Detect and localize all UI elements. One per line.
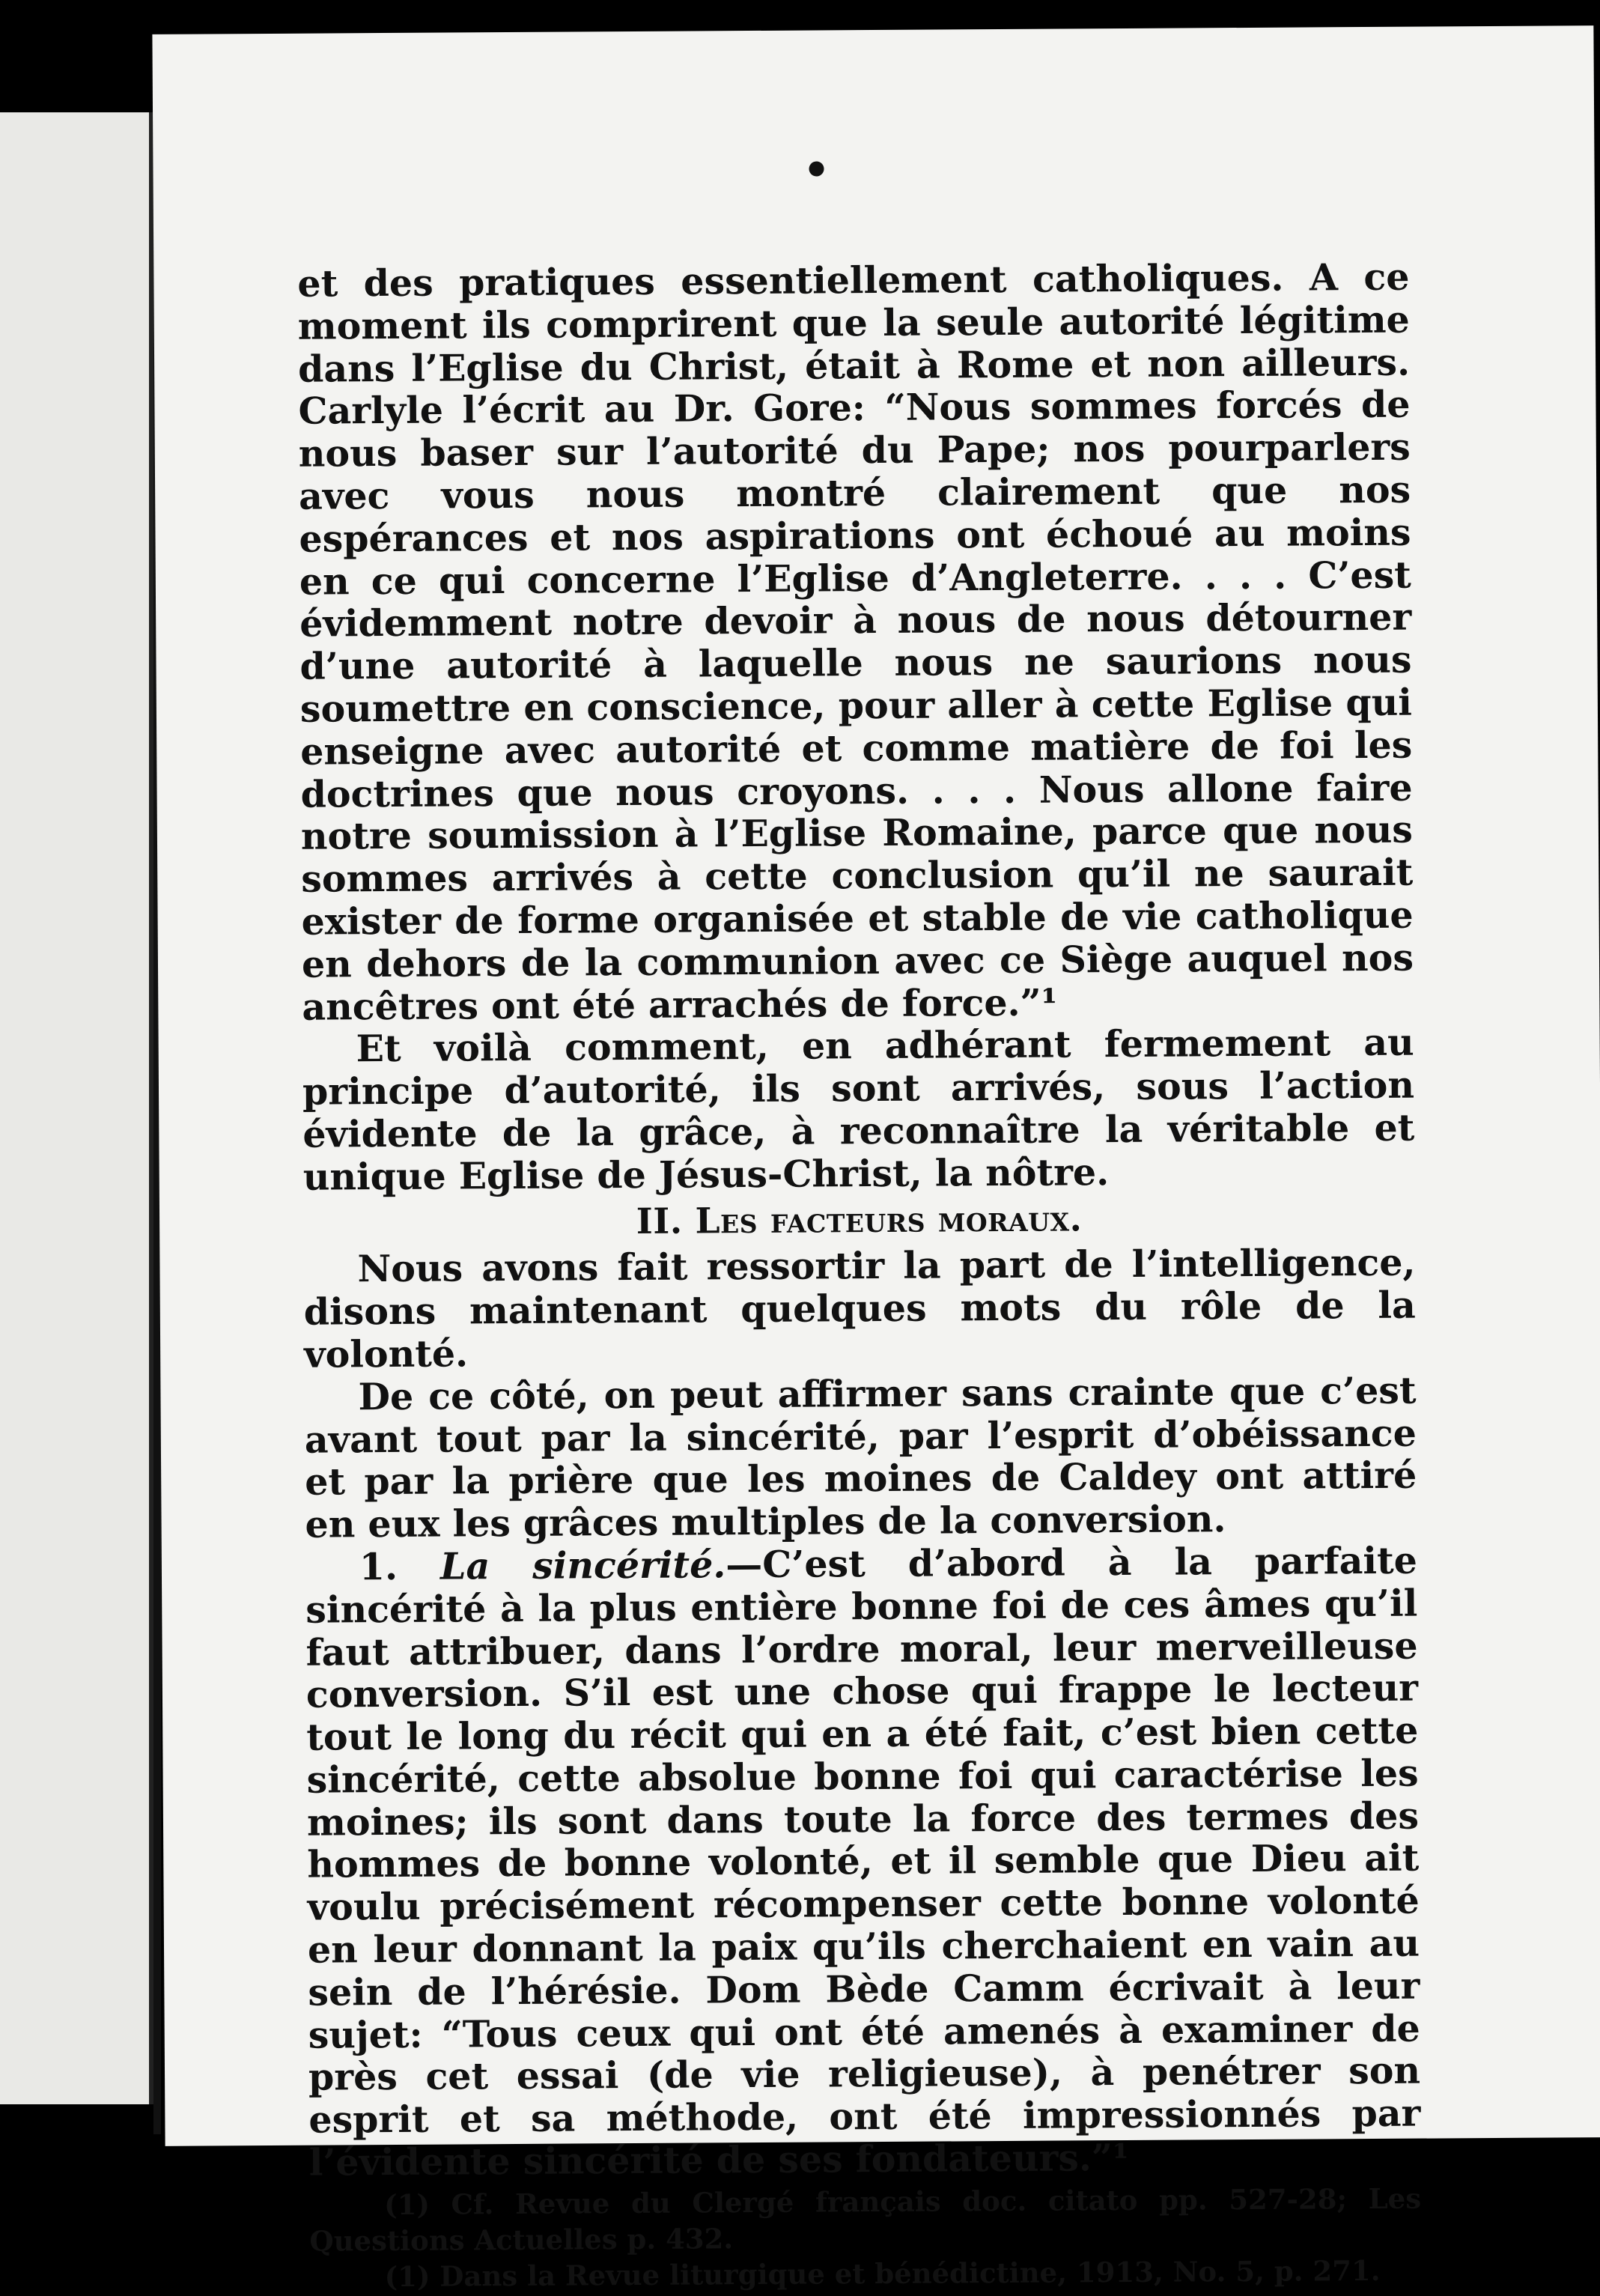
facing-page-edge xyxy=(0,112,153,2104)
page-mark xyxy=(809,161,824,176)
paragraph-conclusion: Et voilà comment, en adhérant fermement au principe d’autorité, ils sont arrivés, sous l’action évidente de la grâce, à reconnaître la véritable et unique Eglise de Jésus-Christ, la nôtre. xyxy=(302,1020,1415,1199)
paragraph-sincerity xyxy=(305,1540,1421,2184)
footnote: (1) Dans la Revue liturgique et bénédictine, 1913, No. 5, p. 271. xyxy=(384,2253,1381,2293)
paragraph-continued: et des pratiques essentiellement catholiques. A ce moment ils comprirent que la seule autorité légitime dans l’Eglise du Christ, était à Rome et non ailleurs. Carlyle l’écrit au Dr. Gore: “Nous sommes forcés de nous baser sur l’autorité du Pape; nos pourparlers avec vous nous montré clairement que nos espérances et nos aspirations ont échoué au moins en ce qui concerne l’Eglise d’Angleterre. . . . C’est évidemment notre devoir à nous de nous détourner d’une autorité à laquelle nous ne saurions nous soumettre en conscience, pour aller à cette Eglise qui enseigne avec autorité et comme matière de foi les doctrines que nous croyons. . . . Nous allone faire notre soumission à l’Eglise Romaine, parce que nous sommes arrivés à cette conclusion qu’il ne saurait exister de forme organisée et stable de vie catholique en dehors de la communion avec ce Siège auquel nos ancêtres ont été arrachés de force.”¹ xyxy=(297,255,1414,1029)
page-text xyxy=(297,256,1422,2295)
item-body: —C’est d’abord à la parfaite sincérité à la plus entière bonne foi de ces âmes qu’il faut attribuer, dans l’ordre moral, leur merveilleuse conversion. S’il est une chose qui frappe le lecteur tout le long du récit qui en a été fait, c’est bien cette sincérité, cette absolue bonne foi qui caractérise les moines; ils sont dans toute la force des termes des hommes de bonne volonté, et il semble que Dieu ait voulu précisément récompenser cette bonne volonté en leur donnant la paix qu’ils cherchaient en vain au sein de l’hérésie. Dom Bède Camm écrivait à leur sujet: “Tous ceux qui ont été amenés à examiner de près cet essai (de vie religieuse), à penétrer son esprit et sa méthode, ont été impressionnés par l’évidente sincérité de ses fondateurs.”¹ xyxy=(305,1538,1421,2184)
document-page xyxy=(152,25,1600,2293)
section-heading xyxy=(303,1196,1415,1245)
item-number: 1. xyxy=(359,1544,398,1589)
section-title: Les facteurs moraux. xyxy=(695,1197,1083,1242)
footnotes xyxy=(309,2180,1422,2295)
section-number: II. xyxy=(636,1200,683,1242)
paragraph-intro: Nous avons fait ressortir la part de l’intelligence, disons maintenant quelques mots du rôle de la volonté. xyxy=(303,1240,1416,1376)
paragraph-will: De ce côté, on peut affirmer sans crainte que c’est avant tout par la sincérité, par l’esprit d’obéissance et par la prière que les moines de Caldey ont attiré en eux les grâces multiples de la conversion. xyxy=(304,1368,1417,1546)
footnote: (1) Cf. Revue du Clergé français doc. citato pp. 527-28; Les Questions Actuelles p. 432. xyxy=(309,2181,1422,2258)
item-title: La sincérité. xyxy=(439,1543,726,1588)
